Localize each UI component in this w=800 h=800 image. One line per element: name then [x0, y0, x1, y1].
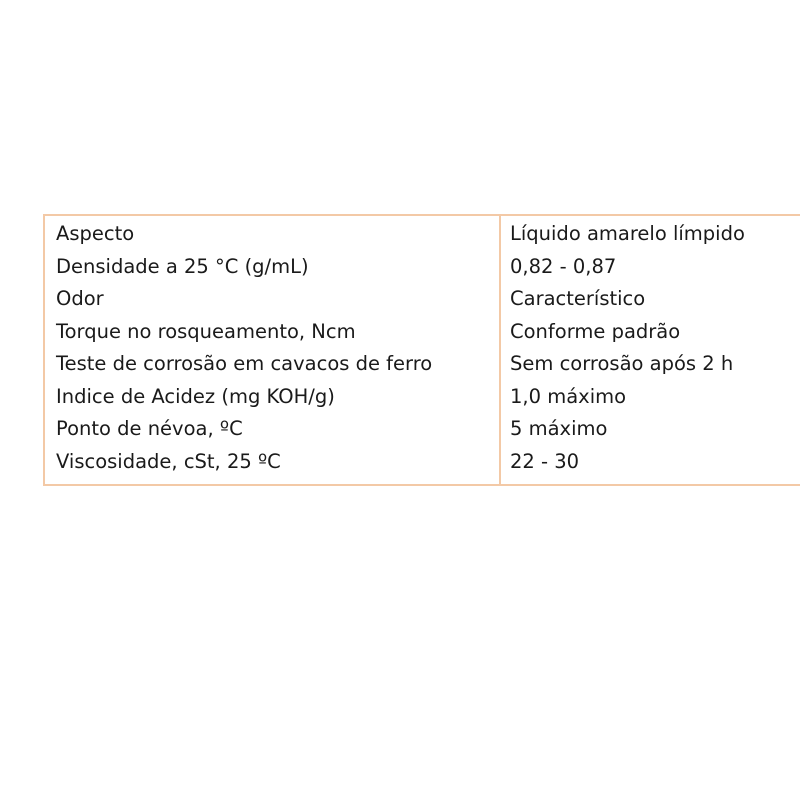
property-cell: Torque no rosqueamento, Ncm: [56, 319, 356, 343]
property-cell: Teste de corrosão em cavacos de ferro: [56, 352, 433, 375]
property-cell: Odor: [56, 287, 104, 310]
value-cell: Sem corrosão após 2 h: [510, 352, 734, 375]
table-row: [45, 283, 800, 316]
table-row: [45, 446, 800, 479]
property-cell: Indice de Acidez (mg KOH/g): [56, 384, 335, 408]
value-cell: 0,82 - 0,87: [510, 254, 617, 278]
property-cell: Aspecto: [56, 222, 135, 245]
property-cell: Ponto de névoa, ºC: [56, 417, 243, 440]
table-row: [45, 413, 800, 446]
value-cell: 22 - 30: [510, 449, 580, 473]
value-cell: 1,0 máximo: [510, 384, 627, 408]
table-row: [45, 381, 800, 414]
property-cell: Densidade a 25 °C (g/mL): [56, 254, 309, 278]
table-row: [45, 316, 800, 349]
value-cell: Conforme padrão: [510, 319, 681, 343]
property-cell: Viscosidade, cSt, 25 ºC: [56, 449, 281, 473]
value-cell: Característico: [510, 287, 646, 310]
value-cell: Líquido amarelo límpido: [510, 222, 745, 245]
table-row: [45, 251, 800, 284]
value-cell: 5 máximo: [510, 417, 608, 440]
table-row: [45, 218, 800, 251]
specification-table: [43, 214, 800, 486]
table-row: [45, 348, 800, 381]
